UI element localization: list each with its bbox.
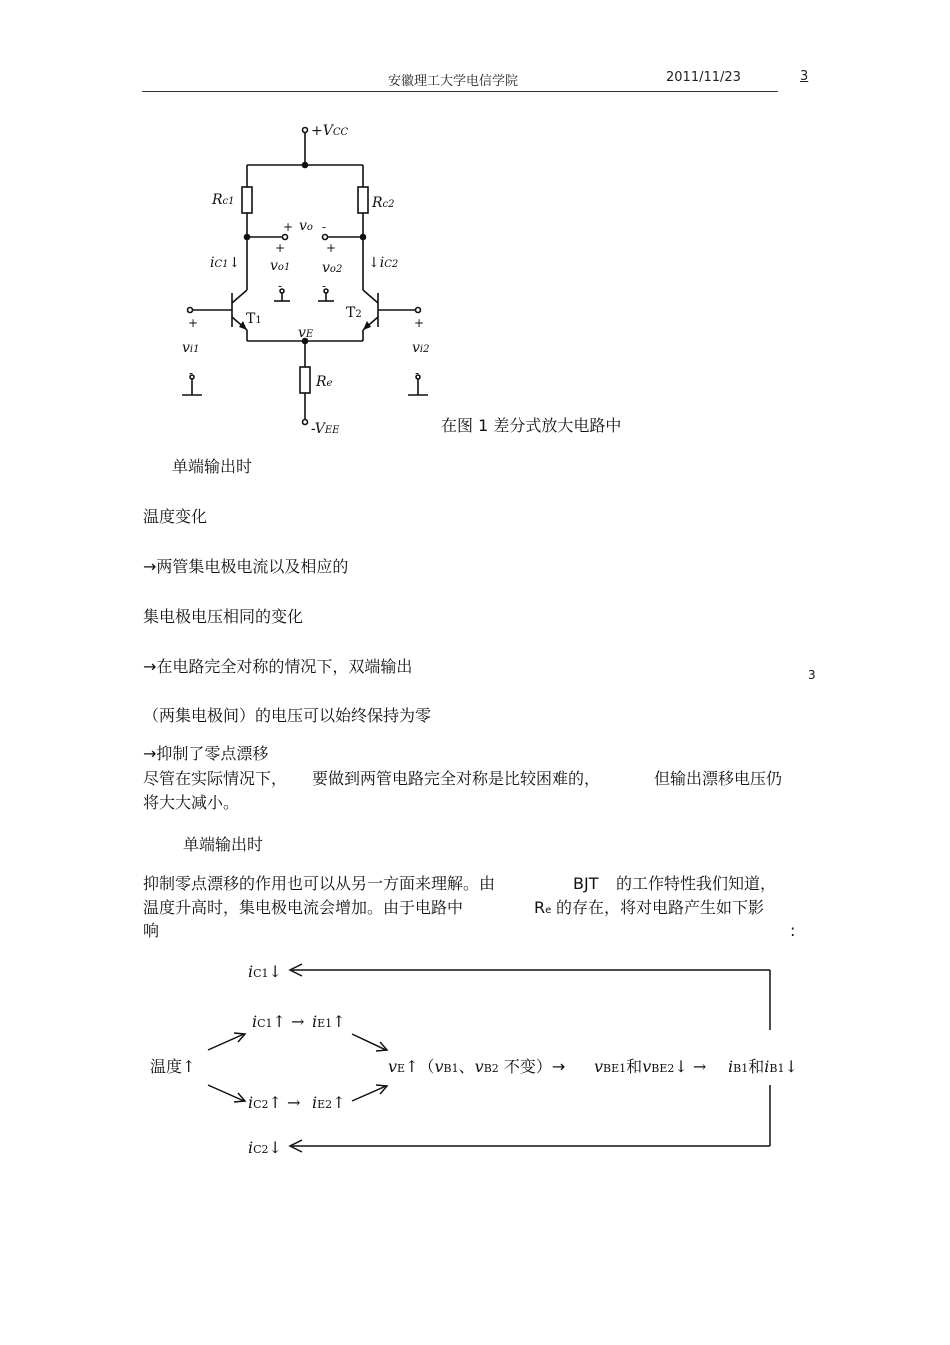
paragraph-currents: →两管集电极电流以及相应的 — [143, 557, 349, 576]
paragraph-re-a: 温度升高时，集电极电流会增加。由于电路中 — [143, 898, 464, 917]
differential-amplifier-circuit — [170, 115, 460, 440]
paragraph-temperature: 温度变化 — [143, 507, 208, 526]
vo2-plus-label: + — [326, 241, 337, 255]
flow-ie1-rise: iE1↑ — [312, 1012, 346, 1031]
header-page-number: 3 — [800, 69, 809, 84]
t2-emitter-arrow — [363, 321, 371, 330]
paragraph-single-ended: 单端输出时 — [172, 457, 253, 476]
feedback-flow-diagram — [140, 950, 820, 1165]
paragraph-symmetry: →在电路完全对称的情况下，双端输出 — [143, 657, 413, 676]
flow-ic2-feedback: iC2↓ — [248, 1138, 282, 1157]
rc2-label: Rc2 — [372, 195, 395, 211]
flow-ic2-rise: iC2↑ → — [248, 1093, 301, 1112]
paragraph-bjt-b: BJT — [573, 874, 599, 893]
flow-vbe-chain: vBE1和vBE2↓ → — [594, 1057, 707, 1076]
paragraph-bjt-c: 的工作特性我们知道， — [616, 874, 777, 893]
header-rule — [142, 91, 778, 92]
paragraph-suppress-drift: →抑制了零点漂移 — [143, 744, 269, 763]
vo1-plus-label: + — [275, 241, 286, 255]
vi2-label: vi2 — [412, 340, 430, 356]
vo-plus-label: + — [283, 220, 294, 234]
header-date: 2011/11/23 — [666, 70, 741, 85]
flow-temperature: 温度↑ — [150, 1057, 196, 1076]
vi1-plus-label: + — [188, 316, 199, 330]
margin-page-number: 3 — [808, 668, 816, 682]
ve-label: vE — [298, 325, 314, 341]
vo2-minus-label: - — [322, 279, 327, 293]
paragraph-practical-d: 将大大减小。 — [143, 793, 240, 812]
header-institute: 安徽理工大学电信学院 — [388, 74, 519, 89]
flow-ve-chain: vE↑（vB1、vB2 不变）→ — [388, 1057, 566, 1076]
vo1-label: vo1 — [270, 258, 291, 274]
ic1-label: iC1↓ — [210, 255, 241, 271]
vi2-plus-label: + — [414, 316, 425, 330]
vi2-minus-label: - — [415, 366, 420, 380]
vee-label: -VEE — [311, 421, 340, 437]
flow-ib-chain: iB1和iB1↓ — [728, 1057, 798, 1076]
paragraph-bjt-a: 抑制零点漂移的作用也可以从另一方面来理解。由 — [143, 874, 496, 893]
paragraph-practical-b: 要做到两管电路完全对称是比较困难的， — [312, 769, 601, 788]
t1-label: T1 — [246, 311, 262, 327]
paragraph-re-c: 的存在，将对电路产生如下影 — [556, 898, 765, 917]
vo-minus-label: - — [322, 220, 327, 234]
t2-label: T2 — [346, 305, 362, 321]
paragraph-voltages: 集电极电压相同的变化 — [143, 607, 304, 626]
vi1-label: vi1 — [182, 340, 200, 356]
vi1-minus-label: - — [189, 366, 194, 380]
figure-caption: 在图 1 差分式放大电路中 — [441, 416, 622, 435]
paragraph-re-b: Re — [534, 898, 552, 917]
vcc-label: +VCC — [311, 123, 349, 139]
re-label: Re — [316, 374, 333, 390]
paragraph-re-d: 响 — [143, 921, 160, 940]
flow-ic1-feedback: iC1↓ — [248, 962, 282, 981]
flow-ie2-rise: iE2↑ — [312, 1093, 346, 1112]
paragraph-practical-a: 尽管在实际情况下， — [143, 769, 288, 788]
vo2-label: vo2 — [322, 260, 343, 276]
ic2-label: ↓iC2 — [368, 255, 399, 271]
paragraph-single-ended-2: 单端输出时 — [183, 835, 264, 854]
paragraph-zero-voltage: （两集电极间）的电压可以始终保持为零 — [143, 706, 432, 725]
rc1-label: Rc1 — [212, 192, 235, 208]
paragraph-practical-c: 但输出漂移电压仍 — [654, 769, 783, 788]
flow-ic1-rise: iC1↑ → — [252, 1012, 305, 1031]
paragraph-re-colon: : — [790, 921, 796, 940]
vo-label: vo — [299, 218, 313, 234]
vo1-minus-label: - — [278, 279, 283, 293]
